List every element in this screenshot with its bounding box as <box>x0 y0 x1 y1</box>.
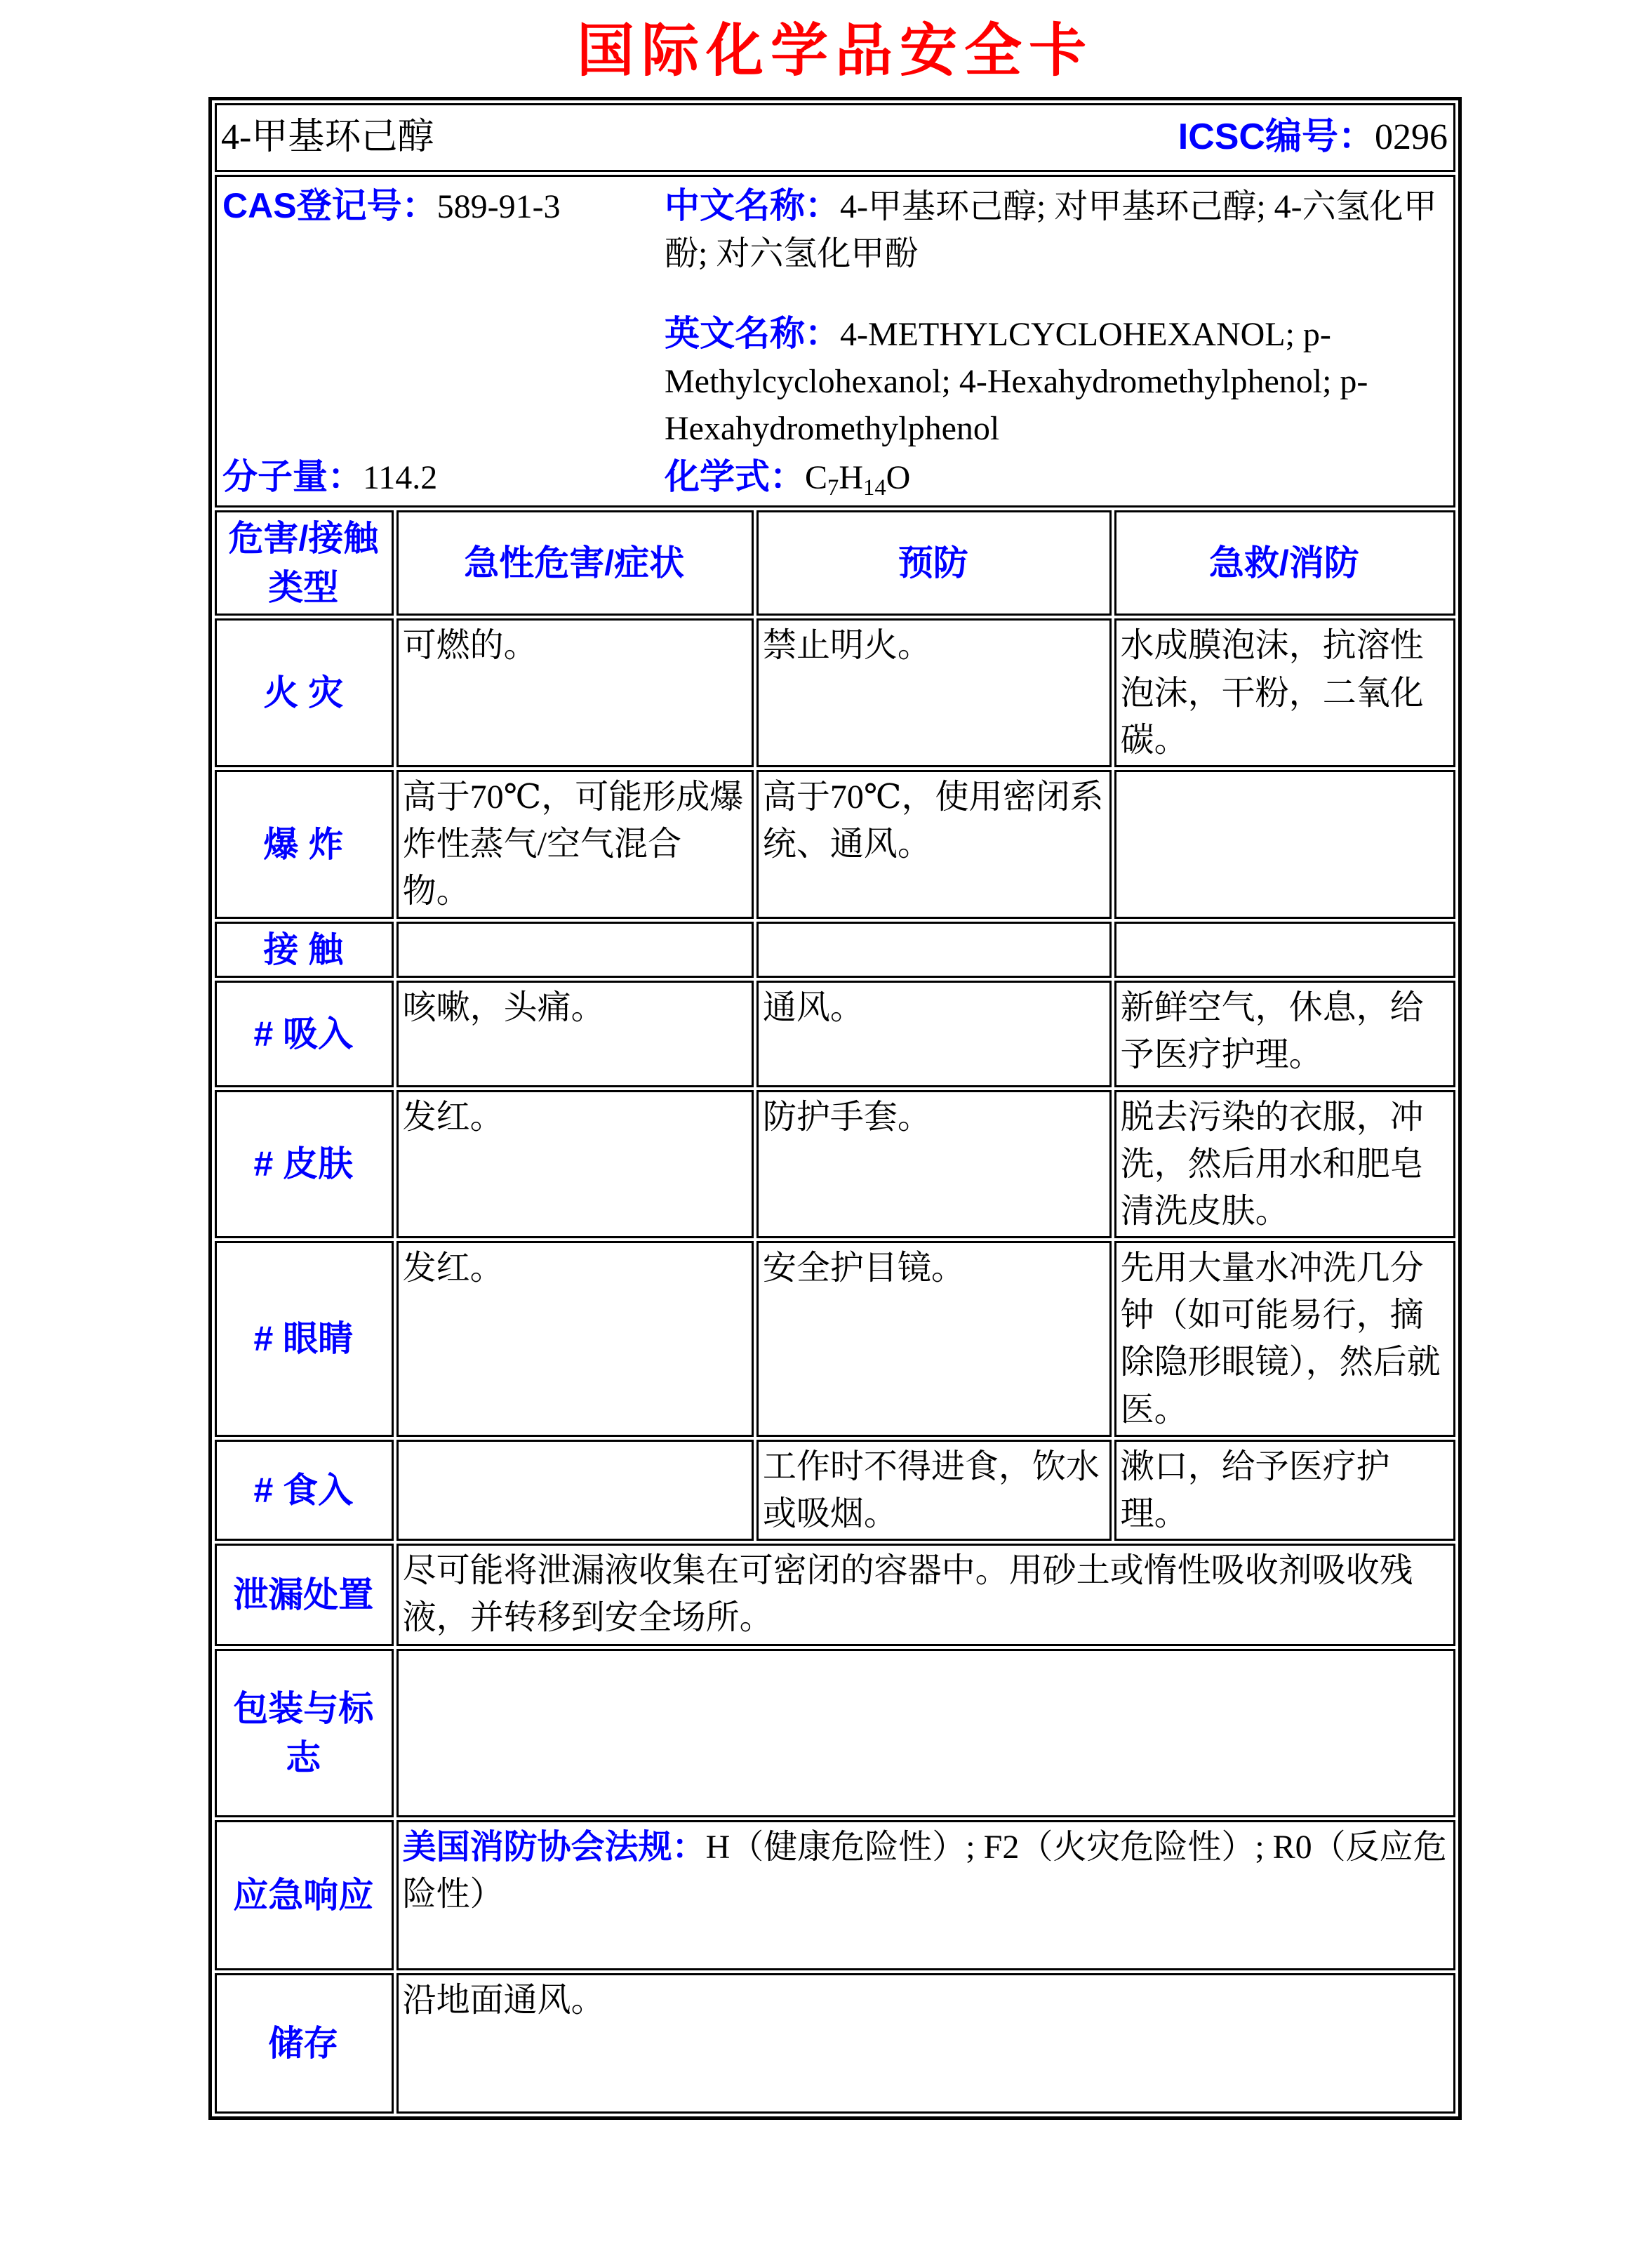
prevention-cell <box>756 922 1112 978</box>
section-content: 尽可能将泄漏液收集在可密闭的容器中。用砂土或惰性吸收剂吸收残液，并转移到安全场所。 <box>396 1544 1455 1646</box>
symptoms-cell: 咳嗽，头痛。 <box>396 981 754 1087</box>
english-name-value: 4-METHYLCYCLOHEXANOL; p-Methylcyclohexanol; 4-Hexahydromethylphenol; p-Hexahydromethylphenol <box>665 315 1368 448</box>
header-firstaid-firefighting: 急救/消防 <box>1114 510 1455 616</box>
symptoms-cell: 可燃的。 <box>396 618 754 767</box>
hazard-row-ingestion <box>215 1440 1455 1541</box>
hazard-row-label: 接 触 <box>215 922 394 978</box>
section-content <box>396 1649 1455 1817</box>
section-label: 泄漏处置 <box>215 1544 394 1646</box>
prevention-cell: 工作时不得进食，饮水或吸烟。 <box>756 1440 1112 1541</box>
chemical-formula-value: $C_7H_{14}O$ <box>805 459 911 501</box>
molecular-weight-label: 分子量： <box>222 457 363 497</box>
section-content <box>396 1820 1455 1970</box>
hazard-row-label: 爆 炸 <box>215 770 394 919</box>
title-row <box>215 103 1455 172</box>
hazard-row-eyes <box>215 1241 1455 1437</box>
molecular-weight-field <box>222 452 665 501</box>
header-acute-symptoms: 急性危害/症状 <box>396 510 754 616</box>
symptoms-cell: 发红。 <box>396 1241 754 1437</box>
section-content: 沿地面通风。 <box>396 1973 1455 2114</box>
symptoms-cell <box>396 1440 754 1541</box>
title-row-cell <box>215 103 1455 172</box>
cas-label: CAS登记号： <box>222 186 437 226</box>
english-name-label: 英文名称： <box>665 313 840 353</box>
symptoms-cell: 发红。 <box>396 1090 754 1239</box>
prevention-cell: 安全护目镜。 <box>756 1241 1112 1437</box>
hazard-row-label: # 食入 <box>215 1440 394 1541</box>
chinese-name-field <box>665 181 1446 277</box>
prevention-cell: 防护手套。 <box>756 1090 1112 1239</box>
hazard-row-exposure <box>215 922 1455 978</box>
cas-value: 589-91-3 <box>436 188 561 226</box>
hazard-row-skin <box>215 1090 1455 1239</box>
hazard-row-label: 火 灾 <box>215 618 394 767</box>
firstaid-cell <box>1114 770 1455 919</box>
icsc-number-group <box>1178 112 1448 164</box>
section-row-spillage <box>215 1544 1455 1646</box>
prevention-cell: 禁止明火。 <box>756 618 1112 767</box>
substance-name: 4-甲基环己醇 <box>221 117 434 157</box>
hazard-row-explosion <box>215 770 1455 919</box>
chemical-formula-field <box>665 452 1446 501</box>
identity-cell <box>215 175 1455 508</box>
firstaid-cell <box>1114 922 1455 978</box>
header-hazard-type: 危害/接触 类型 <box>215 510 394 616</box>
section-row-storage <box>215 1973 1455 2114</box>
icsc-card-table <box>208 97 1462 2120</box>
section-label: 包装与标志 <box>215 1649 394 1817</box>
nfpa-code-label: 美国消防协会法规： <box>402 1829 706 1866</box>
hazard-row-fire <box>215 618 1455 767</box>
firstaid-cell: 水成膜泡沫，抗溶性泡沫，干粉，二氧化碳。 <box>1114 618 1455 767</box>
section-label: 应急响应 <box>215 1820 394 1970</box>
icsc-number-label: ICSC编号： <box>1178 117 1375 158</box>
firstaid-cell: 脱去污染的衣服，冲洗，然后用水和肥皂清洗皮肤。 <box>1114 1090 1455 1239</box>
hazard-row-label: # 吸入 <box>215 981 394 1087</box>
molecular-weight-value: 114.2 <box>363 459 438 497</box>
header-prevention: 预防 <box>756 510 1112 616</box>
section-label: 储存 <box>215 1973 394 2114</box>
chinese-name-value: 4-甲基环己醇; 对甲基环己醇; 4-六氢化甲酚; 对六氢化甲酚 <box>665 188 1437 273</box>
section-row-emergency-response <box>215 1820 1455 1970</box>
firstaid-cell: 新鲜空气，休息，给予医疗护理。 <box>1114 981 1455 1087</box>
section-row-packaging <box>215 1649 1455 1817</box>
prevention-cell: 高于70℃，使用密闭系统、通风。 <box>756 770 1112 919</box>
cas-field <box>222 181 665 277</box>
symptoms-cell <box>396 922 754 978</box>
hazard-header-row <box>215 510 1455 616</box>
english-name-field <box>665 309 1446 453</box>
nfpa-code-value: H（健康危险性）; F2（火灾危险性）; R0（反应危险性） <box>402 1829 1447 1914</box>
hazard-row-inhalation <box>215 981 1455 1087</box>
prevention-cell: 通风。 <box>756 981 1112 1087</box>
symptoms-cell: 高于70℃，可能形成爆炸性蒸气/空气混合物。 <box>396 770 754 919</box>
firstaid-cell: 漱口，给予医疗护理。 <box>1114 1440 1455 1541</box>
hazard-row-label: # 眼睛 <box>215 1241 394 1437</box>
chemical-formula-label: 化学式： <box>665 457 805 497</box>
chinese-name-label: 中文名称： <box>665 186 840 226</box>
hazard-row-label: # 皮肤 <box>215 1090 394 1239</box>
firstaid-cell: 先用大量水冲洗几分钟（如可能易行，摘除隐形眼镜），然后就医。 <box>1114 1241 1455 1437</box>
identity-row <box>215 175 1455 508</box>
page-title: 国际化学品安全卡 <box>576 19 1093 83</box>
icsc-number-value: 0296 <box>1375 117 1448 158</box>
